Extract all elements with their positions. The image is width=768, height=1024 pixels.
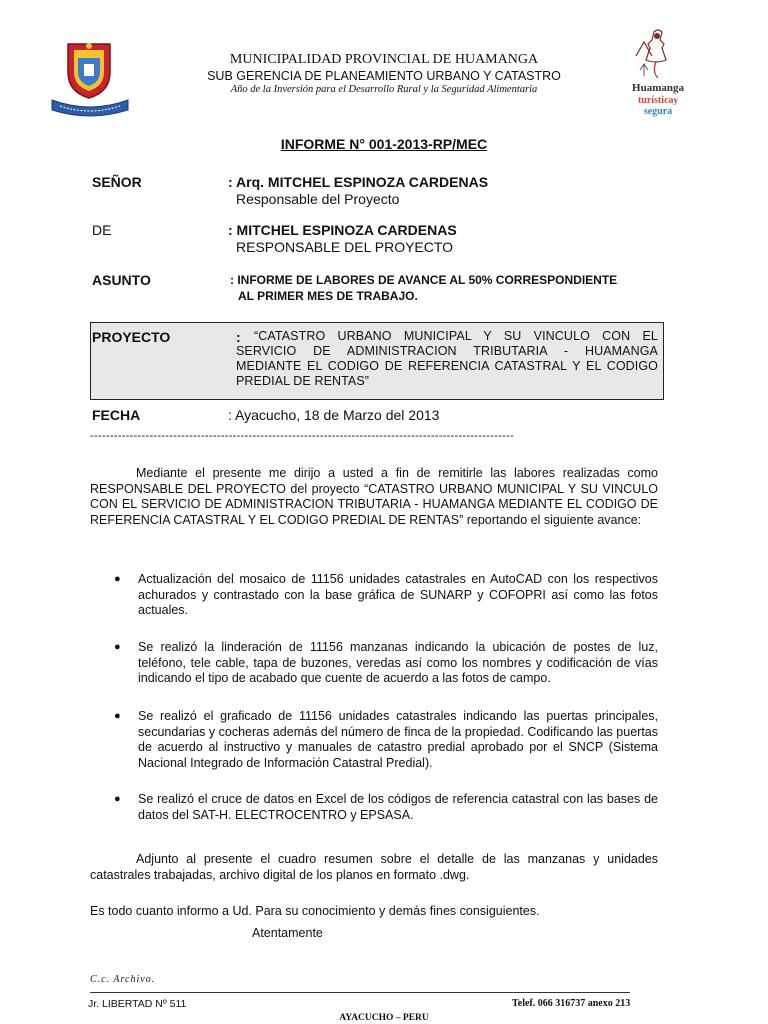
proyecto-value: “CATASTRO URBANO MUNICIPAL Y SU VINCULO CON EL SERVICIO DE ADMINISTRACION TRIBUTARIA - HUAMANGA MEDIANTE EL CODIGO DE REFERENCIA CATASTRAL Y EL CODIGO PREDIAL DE RENTAS” [236,329,658,388]
de-role: RESPONSABLE DEL PROYECTO [236,239,454,255]
footer-city: AYACUCHO – PERU [339,1013,429,1023]
bullet-item-4: Se realizó el cruce de datos en Excel de los códigos de referencia catastral con las bases de datos del SAT-H. ELECTROCENTRO y EPSASA. [138,792,658,822]
attachment-paragraph: Adjunto al presente el cuadro resumen sobre el detalle de las manzanas y unidades catastrales trabajadas, archivo digital de los planos en formato .dwg. [90,852,658,882]
municipal-ribbon-logo [50,96,130,118]
intro-paragraph: Mediante el presente me dirijo a usted a fin de remitirle las labores realizadas como RESPONSABLE DEL PROYECTO del proyecto “CATASTRO URBANO MUNICIPAL Y SU VINCULO CON EL SERVICIO DE ADMINISTRACION TRIBUTARIA - HUAMANGA MEDIANTE EL CODIGO DE REFERENCIA CATASTRAL Y EL CODIGO PREDIAL DE RENTAS” reportando el siguiente avance: [90,466,658,527]
logo-tag-y: y [673,95,679,105]
signoff: Atentamente [252,926,323,940]
fecha-value: : Ayacucho, 18 de Marzo del 2013 [228,407,440,423]
cc-archive: C.c. Archivo. [90,974,156,985]
senor-value: : Arq. MITCHEL ESPINOZA CARDENAS [228,174,489,190]
logo-tag-turistica: turística [637,95,674,106]
fecha-label: FECHA [92,407,141,423]
bullet-marker: ● [114,710,121,722]
dashed-separator: ----------------------------------------------------------------------------------------------------------- [90,430,515,442]
footer-address: Jr. LIBERTAD Nº 511 [88,998,187,1010]
footer-line [90,992,630,993]
senor-role: Responsable del Proyecto [236,191,400,207]
asunto-value-line2: AL PRIMER MES DE TRABAJO. [238,289,418,303]
asunto-value-line1: : INFORME DE LABORES DE AVANCE AL 50% CORRESPONDIENTE [230,273,618,287]
footer-phone: Telef. 066 316737 anexo 213 [512,998,631,1009]
asunto-label: ASUNTO [92,272,151,288]
logo-tag-segura: segura [643,106,673,117]
bullet-marker: ● [114,793,121,805]
bullet-marker: ● [114,641,121,653]
municipality-name: MUNICIPALIDAD PROVINCIAL DE HUAMANGA [229,52,539,67]
de-label: DE [92,222,112,238]
proyecto-label: PROYECTO [92,329,171,345]
bullet-marker: ● [114,573,121,585]
logo-tagline [612,95,704,106]
bullet-item-2: Se realizó la linderación de 11156 manzanas indicando la ubicación de postes de luz, teléfono, tele cable, tapa de buzones, veredas así como los nombres y codificación de vías indicando el tipo de acabado que cuente de acuerdo a las fotos de campo. [138,640,658,685]
logo-word-huamanga: Huamanga [632,82,684,94]
department-name: SUB GERENCIA DE PLANEAMIENTO URBANO Y CATASTRO [207,69,561,83]
report-title: INFORME N° 001-2013-RP/MEC [280,136,488,152]
senor-label: SEÑOR [92,174,142,190]
bullet-item-3: Se realizó el graficado de 11156 unidades catastrales indicando las puertas principales, secundarias y cocheras además del número de finca de la propiedad. Codificando las puertas de acuerdo al instructivo y manuales de catastro predial aprobado por el SNCP (Sistema Nacional Integrado de Información Catastral Predial). [138,709,658,770]
de-value: : MITCHEL ESPINOZA CARDENAS [228,222,457,238]
proyecto-colon: : [236,329,241,345]
bullet-item-1: Actualización del mosaico de 11156 unidades catastrales en AutoCAD con los respectivos achurados y contrastado con la base gráfica de SUNARP y COFOPRI así como las fotos actuales. [138,572,658,617]
closing-paragraph: Es todo cuanto informo a Ud. Para su conocimiento y demás fines consiguientes. [90,904,540,918]
year-motto: Año de la Inversión para el Desarrollo Rural y la Seguridad Alimentaria [230,84,538,95]
